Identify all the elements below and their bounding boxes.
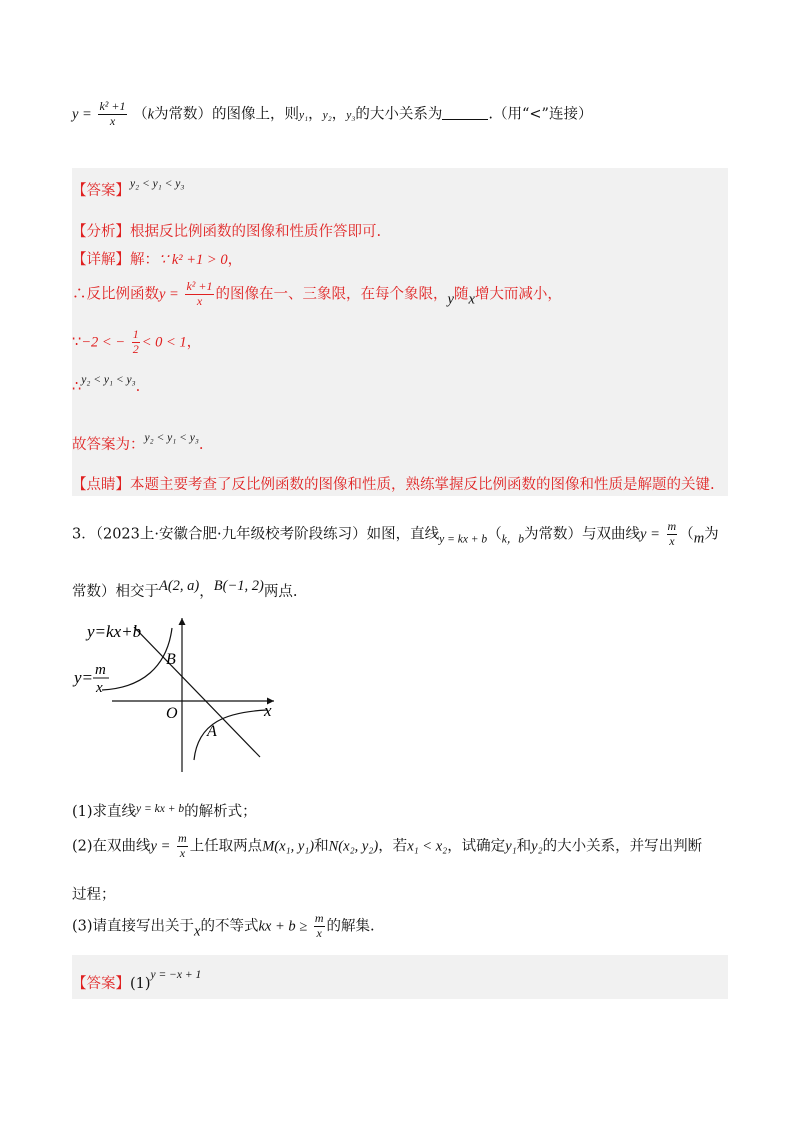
detail-line: [72, 248, 242, 269]
hyperbola-label-lhs: y=: [74, 668, 94, 687]
detail-line-3: [72, 328, 201, 357]
text: 为: [704, 526, 719, 543]
fraction: [132, 328, 140, 357]
inequality-right: < 0 < 1: [141, 334, 187, 351]
formula: y₂ < y₁ < y₃: [144, 432, 199, 444]
fraction-denominator: 2: [132, 341, 139, 356]
text: (2)在双曲线: [72, 838, 151, 855]
fraction: [667, 520, 678, 549]
hyperbola-label-numerator: m: [95, 662, 106, 678]
x-axis-label: x: [264, 701, 272, 720]
text: 3．（2023上·安徽合肥·九年级校考阶段练习）如图，直线: [72, 526, 440, 543]
text: ，: [186, 334, 202, 351]
text: .（用“<”连接）: [488, 106, 593, 123]
separator: ，: [331, 106, 347, 123]
detail-label: 【详解】解：: [72, 252, 159, 268]
text: 为常数）与双曲线: [524, 526, 641, 543]
detail-line-2: [72, 280, 562, 309]
answer-line: [72, 178, 184, 200]
comment-line: 【点睛】本题主要考查了反比例函数的图像和性质，熟练掌握反比例函数的图像和性质是解题的关键.: [72, 477, 715, 493]
point-a-coordinates: A(2, a): [159, 578, 200, 594]
text: ，试确定: [447, 838, 506, 855]
text: （: [133, 106, 148, 123]
analysis-line: 【分析】根据反比例函数的图像和性质作答即可.: [72, 224, 382, 240]
y2-variable: y₂: [322, 109, 332, 122]
text: (1)求直线: [72, 804, 137, 820]
answer-label: 【答案】: [72, 976, 130, 992]
k-variable: k: [147, 106, 155, 123]
text: 随: [453, 286, 469, 303]
fraction-numerator: k² +1: [99, 99, 126, 113]
inequality-left: −2 < −: [81, 334, 126, 351]
text: .: [198, 437, 204, 453]
text: 常数）相交于: [72, 584, 159, 600]
text: .: [135, 379, 141, 395]
separator: ，: [199, 584, 214, 600]
part-3: [72, 912, 375, 941]
fraction: [314, 912, 325, 941]
fraction: [177, 832, 188, 861]
origin-label: O: [166, 705, 178, 722]
text: 的不等式: [200, 918, 259, 935]
text: 故答案为：: [72, 437, 145, 453]
formula-lhs: y =: [72, 106, 92, 123]
text: （: [679, 526, 694, 543]
text: ，: [227, 252, 243, 268]
point-n: N(x₂, y₂): [328, 838, 379, 855]
fraction: [185, 280, 213, 309]
text: 两点.: [263, 584, 298, 600]
fraction-denominator: x: [179, 845, 186, 860]
detail-line-5: [72, 432, 203, 454]
answer-label: 【答案】: [72, 183, 130, 199]
answer-2-line: [72, 969, 201, 993]
point-a-label: A: [207, 723, 217, 740]
text: 和: [314, 838, 329, 855]
fraction: [98, 100, 126, 129]
fraction-denominator: x: [316, 925, 322, 940]
x-variable: x: [468, 291, 475, 308]
fraction-denominator: x: [669, 533, 675, 548]
text: 上任取两点: [189, 838, 263, 855]
question-3-line-2: [72, 578, 297, 601]
line-equation: y = kx + b: [439, 533, 488, 546]
text: ∵: [72, 334, 82, 351]
condition: x₁ < x₂: [407, 838, 448, 855]
part-number: (1): [130, 976, 151, 992]
answer-blank: [442, 105, 488, 120]
fraction-numerator: 1: [132, 327, 139, 341]
line-equation: y = kx + b: [136, 803, 185, 815]
part-2-continuation: 过程；: [72, 887, 116, 903]
line-label: y=kx+b: [87, 622, 142, 641]
detail-formula: ∵ k² +1 > 0: [159, 252, 228, 268]
straight-line: [134, 627, 260, 757]
top-problem-line: [72, 100, 592, 129]
text: 的大小关系为: [355, 106, 443, 123]
formula-lhs: y =: [150, 838, 171, 855]
formula: y₂ < y₁ < y₃: [81, 374, 136, 386]
answer-box: [72, 168, 728, 496]
point-m: M(x₁, y₁): [262, 838, 315, 855]
y1-variable: y₁: [505, 838, 517, 855]
text: ，若: [378, 838, 408, 855]
hyperbola-label-denominator: x: [96, 680, 103, 696]
part-1: [72, 800, 257, 821]
text: ∴反比例函数: [72, 286, 159, 303]
answer-box-2: [72, 955, 728, 999]
formula-lhs: y =: [640, 526, 660, 543]
detail-line-4: [72, 374, 140, 395]
text: 的解析式；: [184, 804, 257, 820]
m-variable: m: [693, 530, 705, 547]
fraction-numerator: m: [178, 831, 187, 845]
point-b-label: B: [166, 651, 176, 668]
text: (3)请直接写出关于: [72, 918, 195, 935]
answer-formula: y₂ < y₁ < y₃: [130, 178, 185, 190]
question-3-line-1: [72, 520, 719, 549]
text: 增大而减小，: [474, 286, 562, 303]
part-2: [72, 832, 702, 861]
function-graph-figure: [72, 612, 292, 777]
separator: ，: [308, 106, 323, 123]
text: 和: [516, 838, 532, 855]
y3-variable: y₃: [346, 109, 356, 122]
k-b-variables: k，b: [501, 533, 525, 546]
fraction-numerator: m: [314, 911, 324, 925]
fraction-numerator: m: [667, 519, 677, 533]
point-b-coordinates: B(−1, 2): [213, 578, 264, 594]
text: （: [487, 526, 502, 543]
fraction-denominator: x: [196, 293, 203, 308]
text: ∴: [72, 379, 82, 395]
text: 的大小关系，并写出判断: [542, 838, 703, 855]
inequality: kx + b ≥: [258, 918, 308, 935]
formula-lhs: y =: [159, 286, 179, 303]
y1-variable: y₁: [299, 109, 309, 122]
fraction-denominator: x: [109, 113, 116, 128]
text: 的图像在一、三象限，在每个象限，: [215, 286, 448, 303]
text: 为常数）的图像上，则: [154, 106, 300, 123]
y-variable: y: [447, 291, 454, 308]
y2-variable: y₂: [531, 838, 543, 855]
fraction-numerator: k² +1: [186, 279, 213, 293]
text: 的解集.: [326, 918, 375, 935]
answer-formula: y = −x + 1: [150, 969, 202, 981]
x-variable: x: [194, 923, 201, 940]
